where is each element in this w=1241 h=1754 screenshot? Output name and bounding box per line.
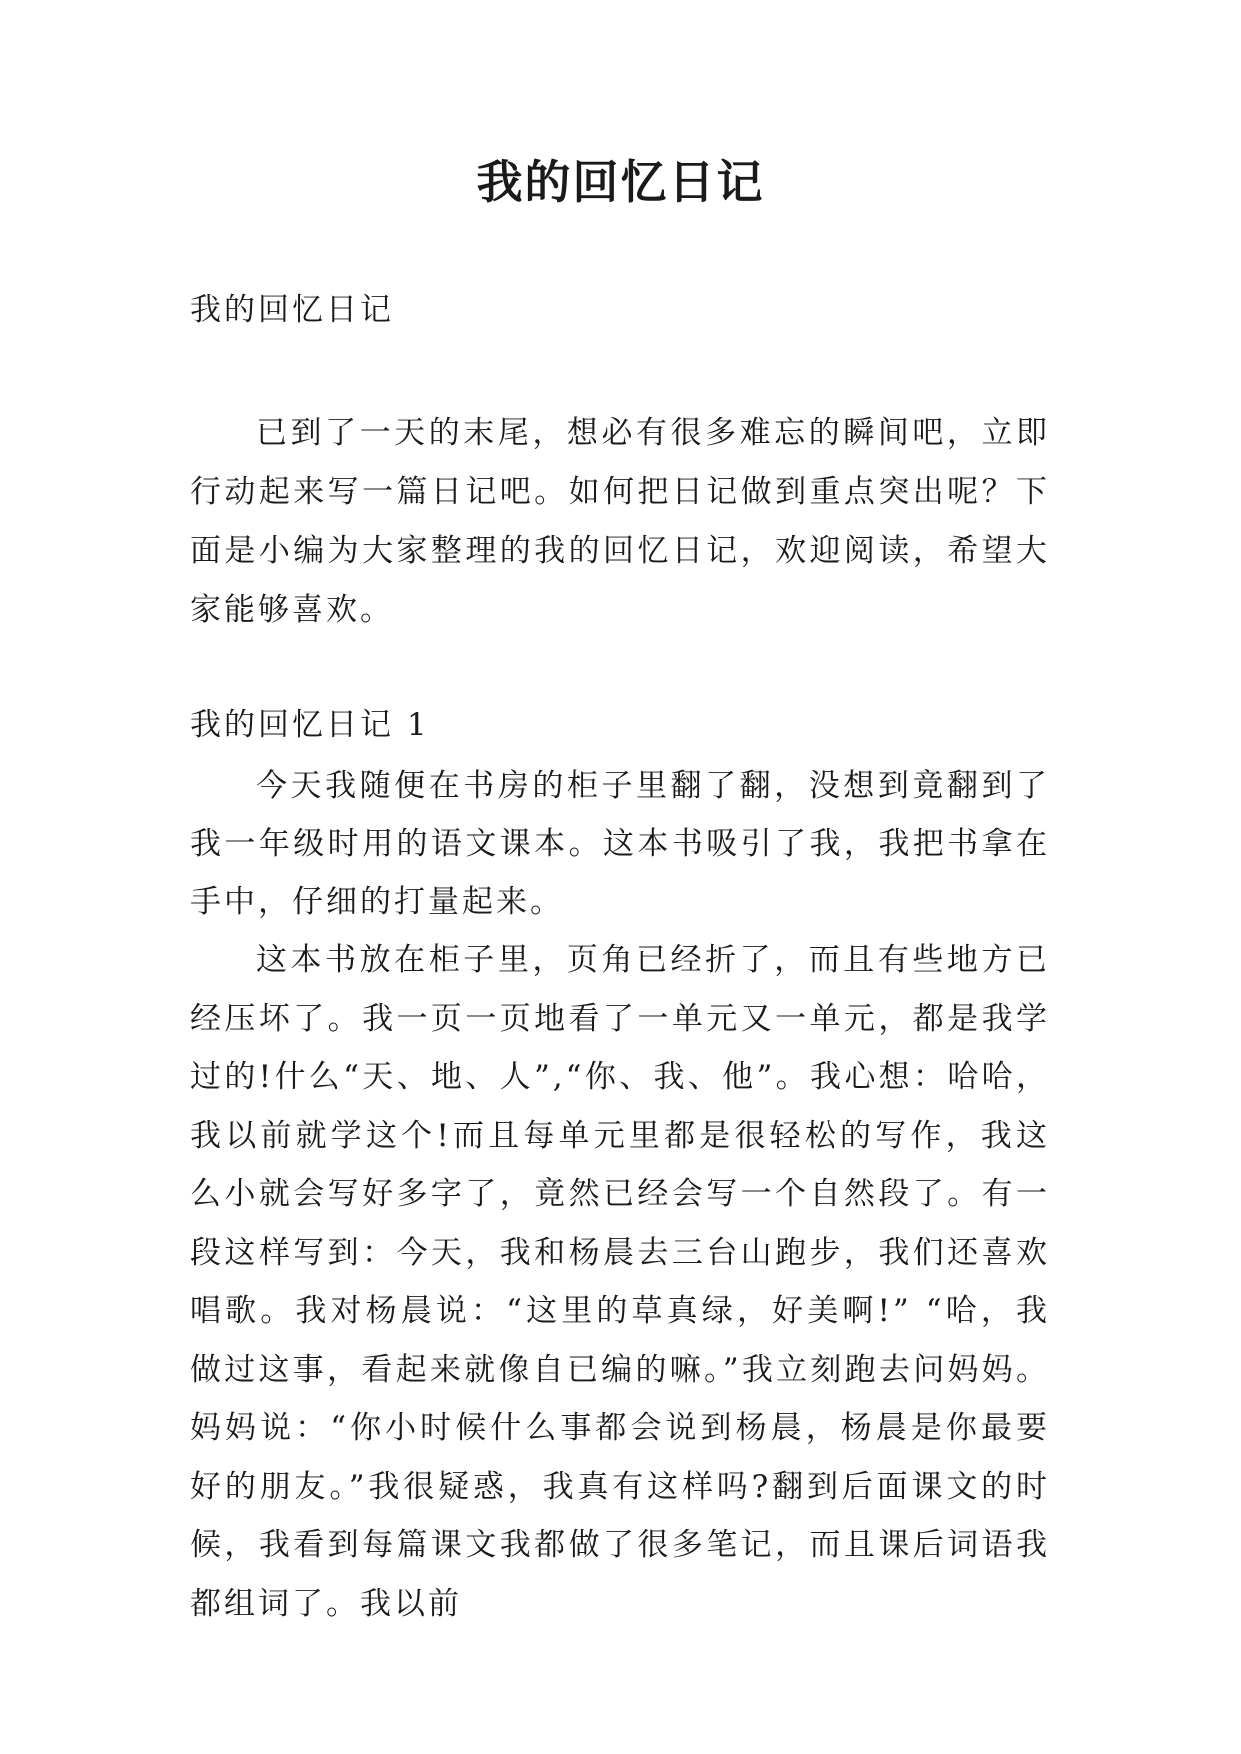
section-heading: 我的回忆日记 1	[190, 707, 430, 743]
body-paragraph-1: 今天我随便在书房的柜子里翻了翻，没想到竟翻到了我一年级时用的语文课本。这本书吸引了我，我把书拿在手中，仔细的打量起来。	[190, 768, 1050, 920]
document-title: 我的回忆日记	[476, 155, 765, 209]
intro-paragraph: 已到了一天的末尾，想必有很多难忘的瞬间吧，立即行动起来写一篇日记吧。如何把日记做到重点突出呢？下面是小编为大家整理的我的回忆日记，欢迎阅读，希望大家能够喜欢。	[190, 415, 1050, 628]
body-paragraph-2: 这本书放在柜子里，页角已经折了，而且有些地方已经压坏了。我一页一页地看了一单元又一单元，都是我学过的!什么“天、地、人”,“你、我、他”。我心想：哈哈，我以前就学这个!而且每单元里都是很轻松的写作，我这么小就会写好多字了，竟然已经会写一个自然段了。有一段这样写到：今天，我和杨晨去三台山跑步，我们还喜欢唱歌。我对杨晨说：“这里的草真绿，好美啊!” “哈，我做过这事，看起来就像自已编的嘛。”我立刻跑去问妈妈。妈妈说：“你小时候什么事都会说到杨晨，杨晨是你最要好的朋友。”我很疑惑，我真有这样吗?翻到后面课文的时候，我看到每篇课文我都做了很多笔记，而且课后词语我都组词了。我以前	[190, 942, 1050, 1622]
document-subtitle: 我的回忆日记	[190, 292, 394, 328]
